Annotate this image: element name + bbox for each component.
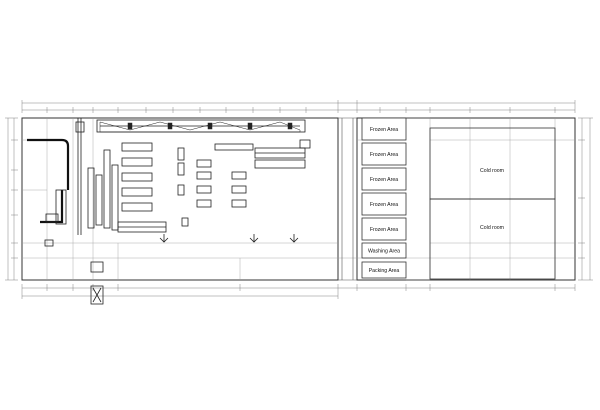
cold-room-1-label: Cold room xyxy=(480,168,504,174)
frozen-area-4 xyxy=(362,193,406,215)
machine-cluster-right xyxy=(215,140,310,168)
frozen-area-3 xyxy=(362,168,406,190)
frozen-area-5-label: Frozen Area xyxy=(369,227,399,233)
vertical-line-equipment xyxy=(76,118,118,235)
room-dividers xyxy=(406,118,430,280)
cold-room-2 xyxy=(430,199,555,279)
washing-area-label: Washing Area xyxy=(367,248,401,255)
frozen-area-1-label: Frozen Area xyxy=(369,127,399,133)
frozen-area-2 xyxy=(362,143,406,165)
hall-markers xyxy=(160,234,298,242)
packing-area xyxy=(362,262,406,278)
frozen-area-1 xyxy=(362,118,406,140)
cold-room-2-label: Cold room xyxy=(480,225,504,231)
frozen-area-5 xyxy=(362,218,406,240)
top-conveyor xyxy=(97,120,305,132)
left-dimension-lines xyxy=(5,118,18,280)
washing-area xyxy=(362,243,406,258)
right-dimension-lines xyxy=(578,118,593,280)
top-dimension-lines xyxy=(22,100,575,113)
corridor-lines xyxy=(342,118,353,280)
frozen-area-4-label: Frozen Area xyxy=(369,202,399,208)
machine-cluster-middle xyxy=(178,148,246,226)
left-conveyor xyxy=(27,140,68,246)
bottom-dimension-lines xyxy=(22,284,575,299)
frozen-area-2-label: Frozen Area xyxy=(369,152,399,158)
cold-room-1 xyxy=(430,128,555,199)
packing-area-label: Packing Area xyxy=(368,268,400,274)
frozen-area-3-label: Frozen Area xyxy=(369,177,399,183)
machine-cluster-left xyxy=(118,143,166,232)
